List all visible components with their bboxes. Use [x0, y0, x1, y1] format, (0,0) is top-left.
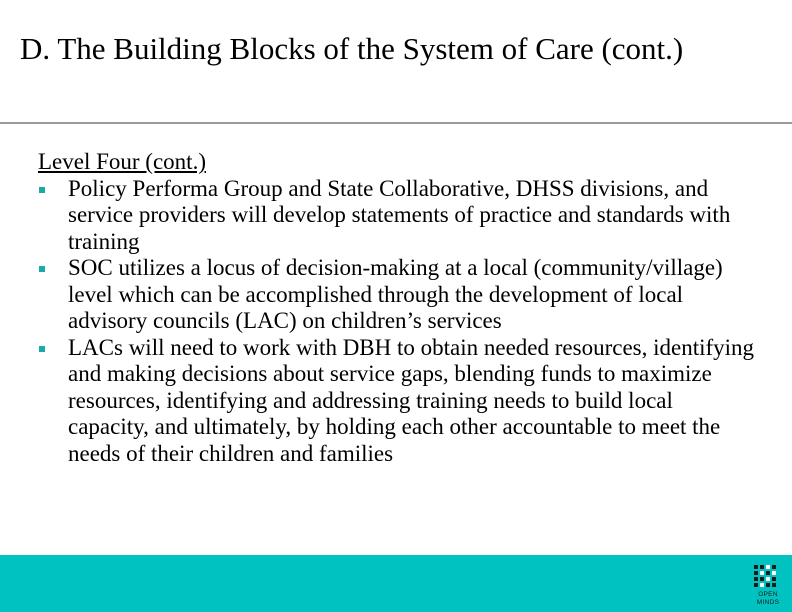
level-heading: Level Four (cont.)	[38, 149, 206, 174]
bullet-list	[38, 176, 758, 468]
open-minds-logo-icon	[752, 563, 784, 590]
logo-line-minds: MINDS	[756, 599, 780, 606]
bullet-text: LACs will need to work with DBH to obtain needed resources, identifying and making decisions about service gaps, blending funds to maximize resources, identifying and addressing training needs to build local capacity, and ultimately, by holding each other accountable to meet the needs of their children and families	[68, 334, 755, 466]
logo-line-open: OPEN	[758, 591, 778, 598]
square-bullet-icon	[39, 187, 45, 193]
bullet-text: SOC utilizes a locus of decision-making at a local (community/village) level which can be accomplished through the development of local advisory councils (LAC) on children’s services	[68, 255, 723, 333]
title-divider	[0, 122, 792, 124]
slide-content	[38, 149, 758, 467]
square-bullet-icon	[39, 346, 45, 352]
footer-band	[0, 555, 792, 612]
bullet-item	[38, 335, 758, 468]
open-minds-logo	[748, 563, 788, 609]
bullet-text: Policy Performa Group and State Collaborative, DHSS divisions, and service providers will develop statements of practice and standards with training	[68, 175, 731, 254]
square-bullet-icon	[39, 266, 45, 272]
logo-wordmark	[748, 591, 788, 607]
slide-title: D. The Building Blocks of the System of Care (cont.)	[20, 31, 684, 66]
bullet-item	[38, 255, 758, 335]
bullet-item	[38, 176, 758, 256]
